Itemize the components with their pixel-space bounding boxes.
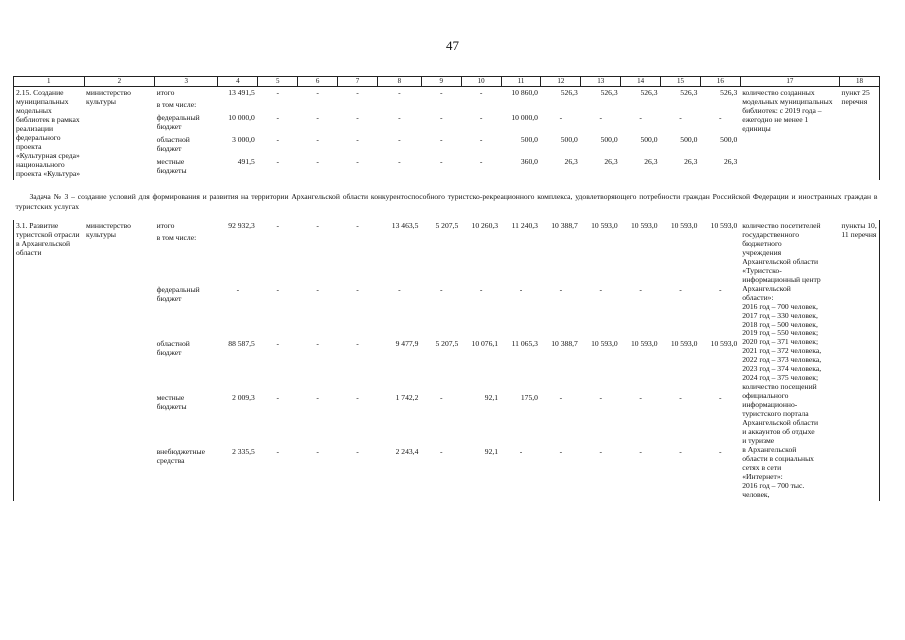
funding-source-label: итого bbox=[156, 88, 175, 97]
funding-source bbox=[155, 220, 218, 285]
funding-source bbox=[155, 113, 218, 135]
value-cell: 500,0 bbox=[600, 135, 618, 145]
value-cell: - bbox=[479, 88, 483, 97]
indicator-line: Архангельской области bbox=[742, 256, 819, 266]
value-cell: - bbox=[236, 284, 240, 294]
value-cell: - bbox=[639, 446, 642, 456]
funding-source bbox=[155, 285, 218, 339]
value-cell: - bbox=[719, 392, 722, 402]
funding-source-label: областной бюджет bbox=[156, 135, 190, 154]
value-cell: 175,0 bbox=[520, 392, 538, 402]
indicator-line: количество посетителей bbox=[742, 221, 821, 231]
indicator-line: учреждения bbox=[742, 247, 782, 257]
value-cell: 26,3 bbox=[564, 157, 578, 167]
indicator bbox=[740, 220, 839, 501]
value-cell: - bbox=[559, 392, 563, 402]
indicator-line: и аккаунтов об отдыхе bbox=[742, 426, 815, 436]
funding-source-label: внебюджетные средства bbox=[156, 446, 205, 465]
value-cell: 10 593,0 bbox=[670, 221, 698, 231]
value-cell: 10 593,0 bbox=[630, 338, 658, 348]
value-cell: - bbox=[559, 113, 563, 123]
page-number: 47 bbox=[446, 38, 459, 53]
value-cell: 5 207,5 bbox=[435, 221, 459, 231]
value-cell: - bbox=[440, 157, 443, 167]
value-cell: - bbox=[356, 284, 359, 294]
executor: министерство культуры bbox=[86, 88, 131, 106]
value-cell: 10 593,0 bbox=[710, 221, 738, 231]
value-cell: - bbox=[479, 284, 483, 294]
value-cell: - bbox=[356, 221, 359, 231]
value-cell: 10 860,0 bbox=[511, 88, 538, 97]
value-cell: 2 335,5 bbox=[232, 446, 255, 456]
indicator-line: области в социальных bbox=[742, 453, 814, 463]
value-cell: - bbox=[276, 392, 280, 402]
value-cell: - bbox=[316, 284, 319, 294]
value-cell: 10 388,7 bbox=[551, 338, 578, 348]
reference: пункт 25 перечня bbox=[839, 87, 879, 180]
indicator-line: 2019 год – 550 человек; bbox=[742, 328, 819, 338]
header-cell: 5 bbox=[258, 77, 298, 87]
value-cell: - bbox=[398, 157, 401, 167]
indicator-line: области»: bbox=[742, 292, 774, 302]
value-cell: 491,5 bbox=[237, 157, 255, 167]
value-cell: 10 593,0 bbox=[591, 338, 618, 348]
value-cell: - bbox=[398, 88, 401, 97]
header-cell: 9 bbox=[421, 77, 461, 87]
indicator-line: 2023 год – 374 человека, bbox=[742, 364, 822, 374]
value-cell: 9 477,9 bbox=[395, 338, 419, 348]
reference: пункты 10, 11 перечня bbox=[839, 220, 879, 501]
funding-source-sublabel: в том числе: bbox=[156, 99, 197, 109]
value-cell: - bbox=[519, 284, 523, 294]
value-cell: 360,0 bbox=[520, 157, 538, 167]
value-cell: 13 463,5 bbox=[391, 221, 419, 231]
indicator-line: в Архангельской bbox=[742, 444, 797, 454]
funding-source-label: областной бюджет bbox=[156, 338, 190, 357]
indicator-line: 2016 год – 700 человек, bbox=[742, 301, 818, 311]
value-cell: 500,0 bbox=[680, 135, 698, 145]
value-cell: - bbox=[356, 446, 359, 456]
value-cell: - bbox=[719, 113, 722, 123]
value-cell: - bbox=[356, 157, 359, 167]
header-cell: 2 bbox=[84, 77, 155, 87]
task-text: Задача № 3 – создание условий для формирования и развития на территории Архангельской области конкурентоспособного туристско-рекреационного комплекса, удовлетворяющего потребности граждан Российской Федерации и иностранных граждан в туристских услугах bbox=[15, 191, 878, 211]
value-cell: - bbox=[440, 392, 443, 402]
value-cell: - bbox=[599, 284, 602, 294]
value-cell: - bbox=[276, 221, 280, 231]
funding-source bbox=[155, 447, 218, 501]
header-cell: 3 bbox=[155, 77, 218, 87]
indicator-line: 2020 год – 371 человек; bbox=[742, 337, 819, 347]
value-cell: - bbox=[440, 113, 443, 123]
header-cell: 11 bbox=[501, 77, 541, 87]
header-cell: 18 bbox=[839, 77, 879, 87]
value-cell: - bbox=[356, 135, 359, 145]
value-cell: - bbox=[479, 135, 483, 145]
indicator-line: государственного bbox=[742, 229, 800, 239]
table-row bbox=[14, 87, 880, 114]
value-cell: - bbox=[440, 88, 443, 97]
value-cell: - bbox=[440, 135, 443, 145]
indicator-line: информационный центр bbox=[742, 274, 821, 284]
value-cell: - bbox=[440, 284, 443, 294]
value-cell: 10 000,0 bbox=[511, 113, 538, 123]
value-cell: 2 009,3 bbox=[232, 392, 255, 402]
value-cell: - bbox=[679, 284, 682, 294]
value-cell: - bbox=[276, 157, 280, 167]
value-cell: 500,0 bbox=[640, 135, 658, 145]
indicator-line: Архангельской bbox=[742, 283, 791, 293]
value-cell: 526,3 bbox=[720, 88, 738, 97]
value-cell: 526,3 bbox=[600, 88, 618, 97]
value-cell: - bbox=[356, 392, 359, 402]
indicator-line: сетях в сети bbox=[742, 462, 782, 472]
funding-source-label: итого bbox=[156, 221, 175, 231]
value-cell: - bbox=[316, 113, 319, 123]
value-cell: - bbox=[639, 392, 642, 402]
measure-name: 3.1. Развитие туристской отрасли в Архангельской области bbox=[14, 220, 85, 501]
value-cell: 11 240,3 bbox=[511, 221, 538, 231]
value-cell: 526,3 bbox=[560, 88, 578, 97]
value-cell: 26,3 bbox=[723, 157, 738, 167]
value-cell: - bbox=[316, 135, 319, 145]
value-cell: - bbox=[398, 113, 401, 123]
value-cell: - bbox=[316, 338, 319, 348]
header-cell: 10 bbox=[461, 77, 501, 87]
indicator-line: Архангельской области bbox=[742, 418, 819, 427]
funding-source-label: федеральный бюджет bbox=[156, 113, 200, 132]
measure-name: 2.15. Создание муниципальных модельных библиотек в рамках реализации федерального проекта «Культурная среда» национального проекта «Культура» bbox=[14, 87, 85, 180]
funding-source bbox=[155, 157, 218, 179]
value-cell: - bbox=[316, 88, 319, 97]
header-cell: 13 bbox=[581, 77, 621, 87]
value-cell: - bbox=[276, 135, 280, 145]
task-row bbox=[14, 180, 880, 221]
indicator-line: «Интернет»: bbox=[742, 471, 783, 481]
value-cell: 5 207,5 bbox=[435, 338, 459, 348]
value-cell: 10 593,0 bbox=[591, 221, 618, 231]
value-cell: - bbox=[719, 284, 722, 294]
value-cell: 3 000,0 bbox=[232, 135, 255, 145]
value-cell: 11 065,3 bbox=[511, 338, 538, 348]
value-cell: 500,0 bbox=[560, 135, 578, 145]
funding-source bbox=[155, 135, 218, 157]
funding-source-sublabel: в том числе: bbox=[156, 232, 197, 242]
value-cell: - bbox=[276, 113, 280, 123]
value-cell: 26,3 bbox=[684, 157, 698, 167]
value-cell: - bbox=[276, 338, 280, 348]
value-cell: - bbox=[519, 446, 523, 456]
value-cell: 92 932,3 bbox=[228, 221, 255, 231]
program-table bbox=[13, 76, 880, 501]
value-cell: 10 260,3 bbox=[471, 221, 499, 231]
indicator-line: 2017 год – 330 человек, bbox=[742, 310, 818, 320]
funding-source bbox=[155, 393, 218, 447]
indicator-line: 2016 год – 700 тыс. bbox=[742, 480, 805, 490]
indicator-line: количество посещений bbox=[742, 382, 817, 392]
value-cell: - bbox=[440, 446, 443, 456]
value-cell: 92,1 bbox=[484, 446, 499, 456]
value-cell: - bbox=[679, 113, 682, 123]
value-cell: - bbox=[316, 221, 319, 231]
funding-source-label: местные бюджеты bbox=[156, 392, 187, 411]
value-cell: 10 593,0 bbox=[670, 338, 698, 348]
header-cell: 17 bbox=[740, 77, 839, 87]
value-cell: - bbox=[599, 392, 602, 402]
funding-source-label: федеральный бюджет bbox=[156, 284, 200, 303]
value-cell: - bbox=[316, 157, 319, 167]
value-cell: 10 000,0 bbox=[228, 113, 255, 123]
value-cell: 10 593,0 bbox=[630, 221, 658, 231]
value-cell: - bbox=[639, 113, 642, 123]
value-cell: - bbox=[316, 446, 319, 456]
value-cell: 526,3 bbox=[680, 88, 698, 97]
value-cell: - bbox=[398, 284, 401, 294]
value-cell: 10 593,0 bbox=[710, 338, 738, 348]
value-cell: 10 388,7 bbox=[551, 221, 578, 231]
value-cell: - bbox=[356, 113, 359, 123]
value-cell: - bbox=[679, 446, 682, 456]
indicator-line: «Туристско- bbox=[742, 265, 782, 275]
indicator-line: бюджетного bbox=[742, 238, 782, 248]
value-cell: 500,0 bbox=[720, 135, 738, 145]
indicator-line: официального bbox=[742, 391, 789, 401]
value-cell: - bbox=[559, 284, 563, 294]
value-cell: 88 587,5 bbox=[228, 338, 255, 348]
funding-source bbox=[155, 87, 218, 114]
indicator: количество созданных модельных муниципальных библиотек: с 2019 года – ежегодно не менее 1 единицы bbox=[742, 88, 833, 133]
funding-source bbox=[155, 339, 218, 393]
header-cell: 12 bbox=[541, 77, 581, 87]
value-cell: - bbox=[599, 113, 602, 123]
indicator-line: 2021 год – 372 человека, bbox=[742, 346, 822, 356]
value-cell: - bbox=[639, 284, 642, 294]
value-cell: - bbox=[276, 284, 280, 294]
header-cell: 15 bbox=[661, 77, 701, 87]
value-cell: - bbox=[479, 113, 483, 123]
table-row bbox=[14, 220, 880, 285]
value-cell: 500,0 bbox=[520, 135, 538, 145]
header-cell: 1 bbox=[14, 77, 85, 87]
value-cell: - bbox=[719, 446, 722, 456]
value-cell: 13 491,5 bbox=[228, 88, 255, 97]
value-cell: 526,3 bbox=[640, 88, 658, 97]
indicator-line: 2018 год – 500 человек, bbox=[742, 319, 818, 329]
header-cell: 7 bbox=[338, 77, 378, 87]
value-cell: - bbox=[559, 446, 563, 456]
value-cell: 26,3 bbox=[604, 157, 618, 167]
indicator-line: 2022 год – 373 человека, bbox=[742, 355, 822, 365]
indicator-line: 2024 год – 375 человек; bbox=[742, 373, 819, 383]
header-cell: 8 bbox=[377, 77, 421, 87]
task-cell bbox=[14, 180, 880, 221]
value-cell: - bbox=[479, 157, 483, 167]
value-cell: - bbox=[398, 135, 401, 145]
value-cell: - bbox=[599, 446, 602, 456]
header-cell: 14 bbox=[621, 77, 661, 87]
value-cell: 92,1 bbox=[484, 392, 499, 402]
header-row bbox=[14, 77, 880, 87]
value-cell: 1 742,2 bbox=[395, 392, 419, 402]
value-cell: 26,3 bbox=[644, 157, 658, 167]
value-cell: - bbox=[356, 88, 359, 97]
value-cell: - bbox=[276, 446, 280, 456]
value-cell: - bbox=[679, 392, 682, 402]
indicator-line: информационно- bbox=[742, 400, 798, 410]
value-cell: - bbox=[276, 88, 280, 97]
value-cell: - bbox=[316, 392, 319, 402]
header-cell: 4 bbox=[218, 77, 258, 87]
funding-source-label: местные бюджеты bbox=[156, 157, 187, 176]
executor: министерство культуры bbox=[86, 221, 131, 239]
value-cell: 10 076,1 bbox=[471, 338, 499, 348]
value-cell: - bbox=[356, 338, 359, 348]
header-cell: 6 bbox=[298, 77, 338, 87]
value-cell: 2 243,4 bbox=[395, 446, 419, 456]
header-cell: 16 bbox=[700, 77, 740, 87]
indicator-line: туристского портала bbox=[742, 409, 809, 419]
indicator-line: и туризме bbox=[742, 435, 775, 445]
indicator-line: человек, bbox=[742, 489, 770, 499]
